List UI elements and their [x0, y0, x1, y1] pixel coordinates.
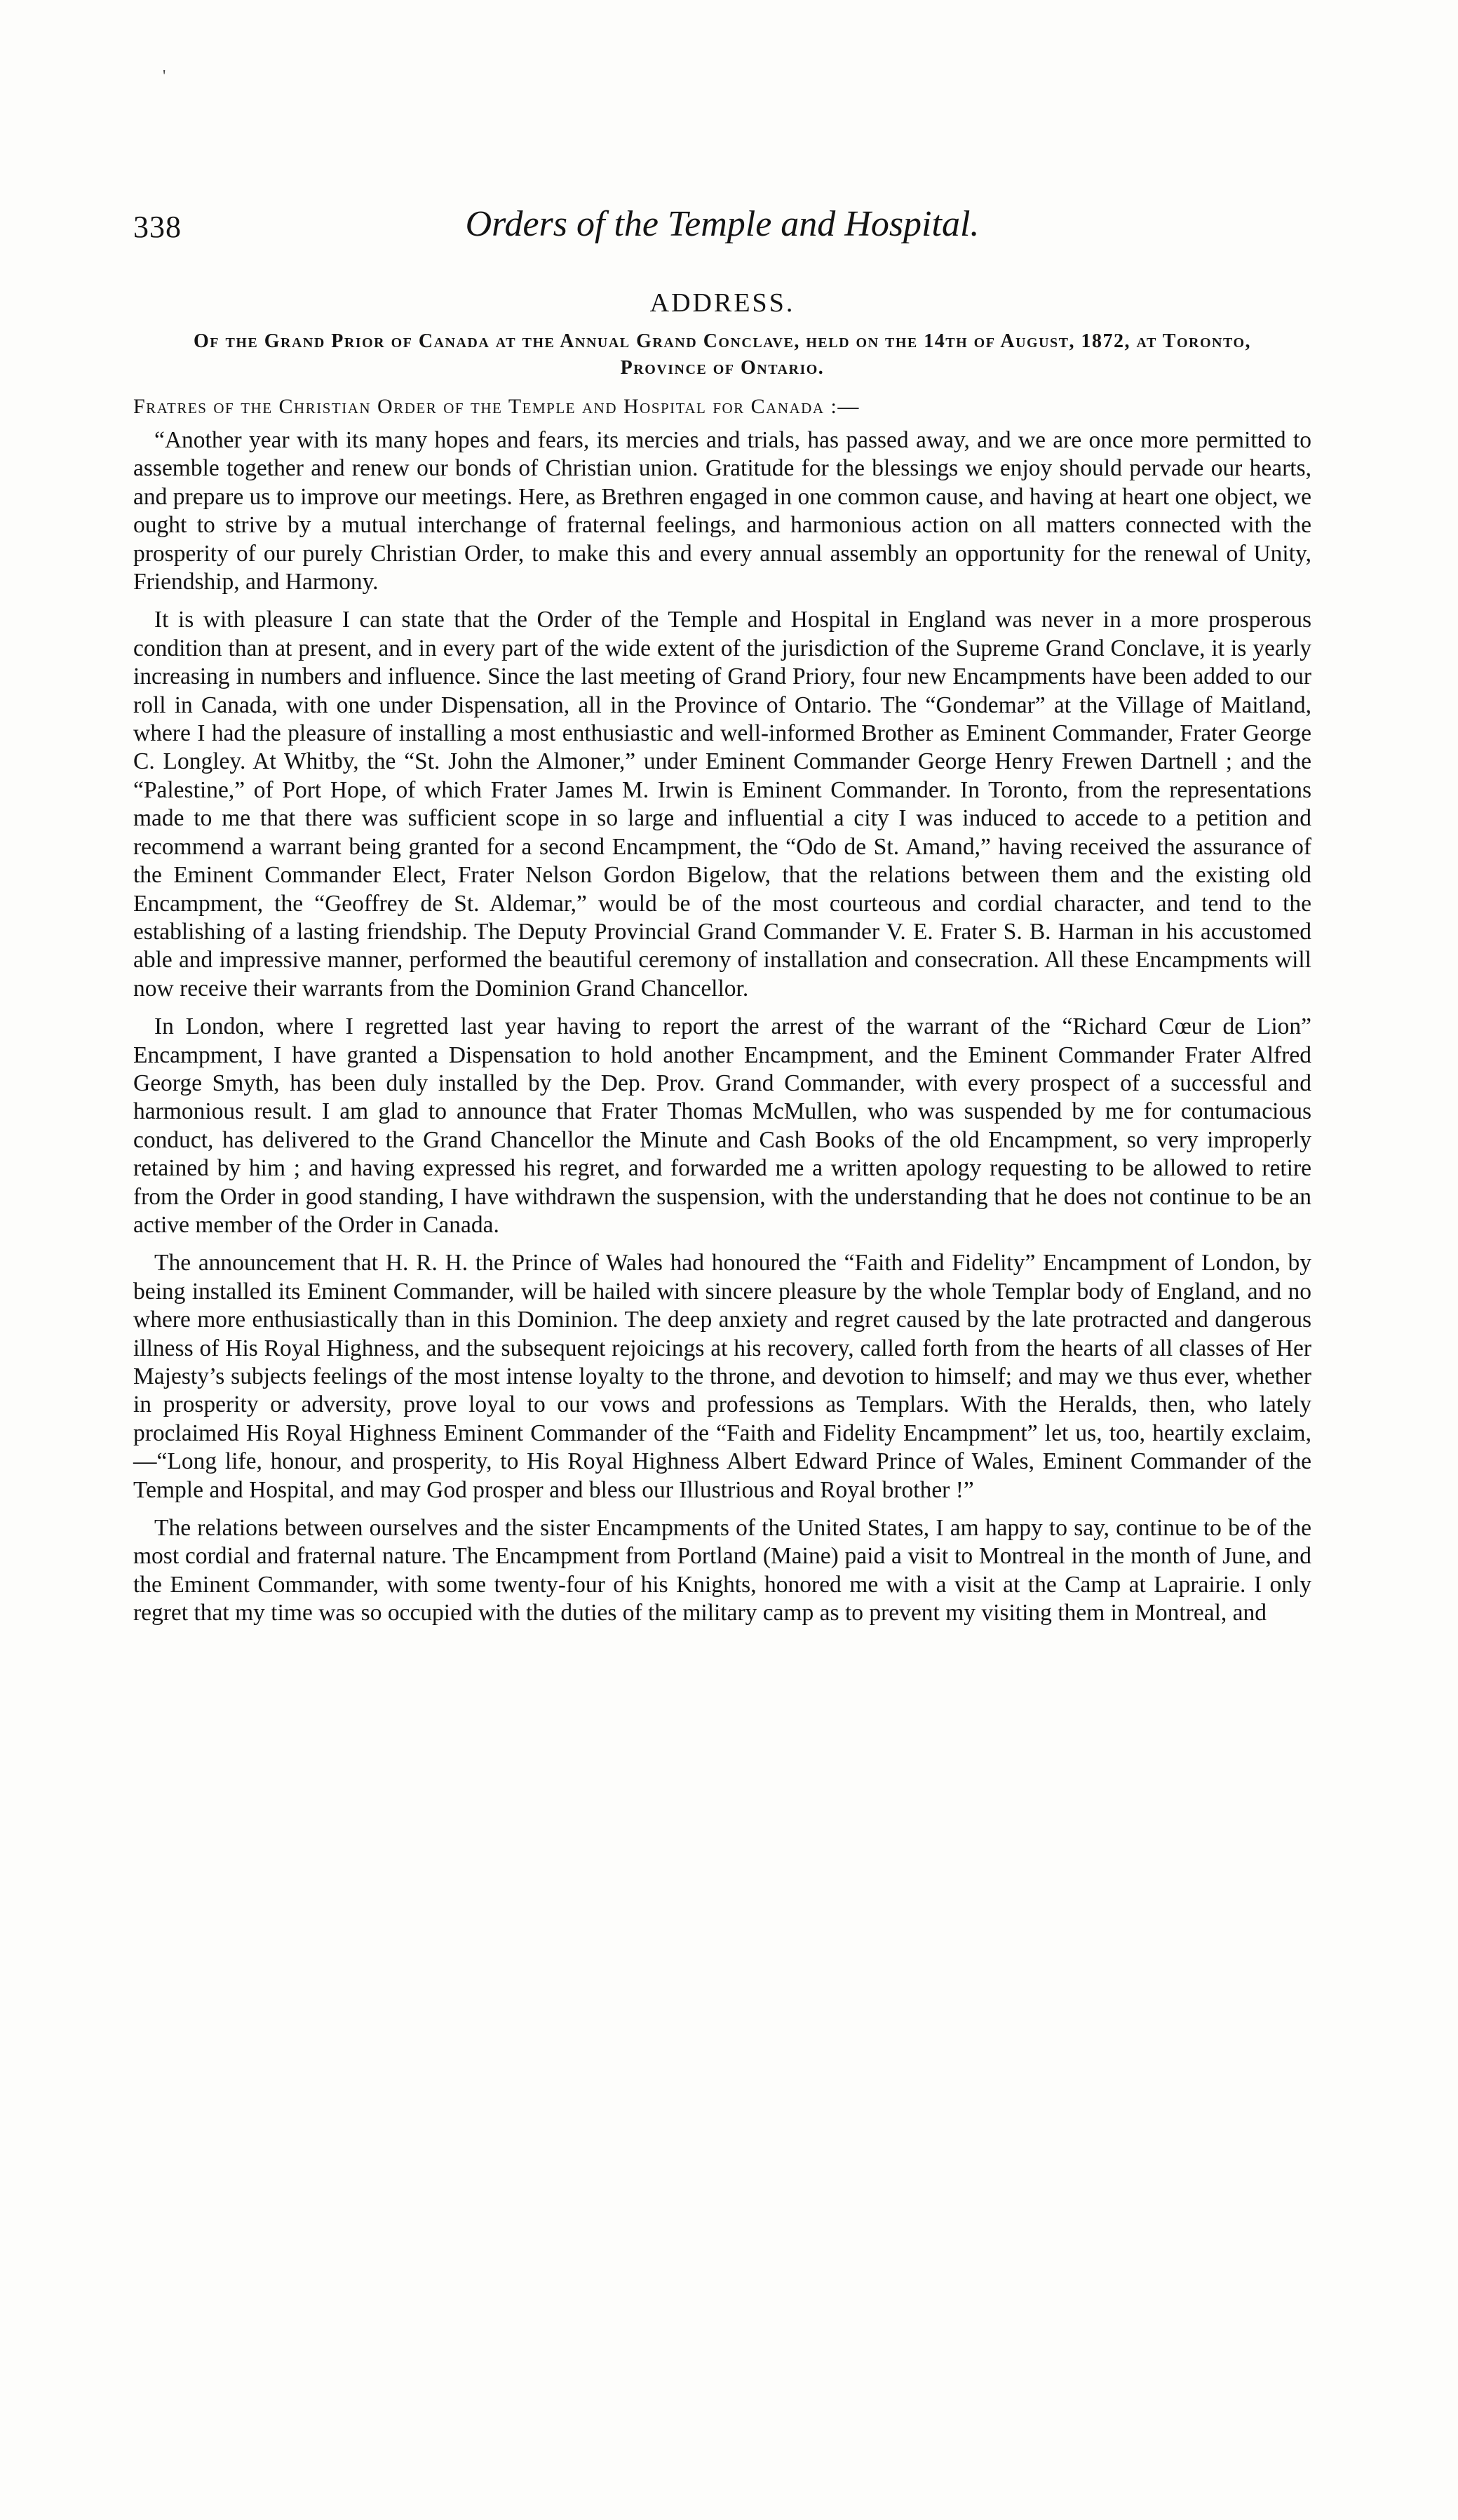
paragraph-5: The relations between ourselves and the sister Encampments of the United States, I am happy to say, continue to be of the most cordial and fraternal nature. The Encampment from Portland (Maine) paid a visit to Montreal in the month of June, and the Eminent Commander, with some twenty-four of his Knights, honored me with a visit at the Camp at Laprairie. I only regret that my time was so occupied with the duties of the military camp as to prevent my visiting them in Montreal, and [133, 1515, 1311, 1626]
paragraph-4: The announcement that H. R. H. the Prince of Wales had honoured the “Faith and Fidelity” Encampment of London, by being installed its Eminent Commander, will be hailed with sincere pleasure by the whole Templar body of England, and no where more enthusiastically than in this Dominion. The deep anxiety and regret caused by the late protracted and dangerous illness of His Royal Highness, and the subsequent rejoicings at his recovery, called forth from the hearts of all classes of Her Majesty’s subjects feelings of the most intense loyalty to the throne, and devotion to himself; and may we thus ever, whether in prosperity or adversity, prove loyal to our vows and professions as Templars. With the Heralds, then, who lately proclaimed His Royal Highness Eminent Commander of the “Faith and Fidelity Encampment” let us, too, heartily exclaim,—“Long life, honour, and prosperity, to His Royal Highness Albert Edward Prince of Wales, Eminent Commander of the Temple and Hospital, and may God prosper and bless our Illustrious and Royal brother !” [133, 1250, 1311, 1503]
salutation: Fratres of the Christian Order of the Temple and Hospital for Canada :— [133, 395, 860, 418]
address-subtitle: Of the Grand Prior of Canada at the Annual Grand Conclave, held on the 14th of August, 1872, at Toronto, Province of Ontario. [193, 330, 1252, 379]
address-title: ADDRESS. [649, 288, 795, 318]
print-speck: ' [163, 67, 166, 86]
paragraph-2: It is with pleasure I can state that the Order of the Temple and Hospital in England was never in a more prosperous condition than at present, and in every part of the wide extent of the jurisdiction of the Supreme Grand Conclave, it is yearly increasing in numbers and influence. Since the last meeting of Grand Priory, four new Encampments have been added to our roll in Canada, with one under Dispensation, all in the Province of Ontario. The “Gondemar” at the Village of Maitland, where I had the pleasure of installing a most enthusiastic and well-informed Brother as Eminent Commander, Frater George C. Longley. At Whitby, the “St. John the Almoner,” under Eminent Commander George Henry Frewen Dartnell ; and the “Palestine,” of Port Hope, of which Frater James M. Irwin is Eminent Commander. In Toronto, from the representations made to me that there was sufficient scope in so large and influential a city I was induced to accede to a petition and recommend a warrant being granted for a second Encampment, the “Odo de St. Amand,” having received the assurance of the Eminent Commander Elect, Frater Nelson Gordon Bigelow, that the relations between them and the existing old Encampment, the “Geoffrey de St. Aldemar,” would be of the most courteous and cordial character, and tend to the establishing of a lasting friendship. The Deputy Provincial Grand Commander V. E. Frater S. B. Harman in his accustomed able and impressive manner, performed the beautiful ceremony of installation and consecration. All these Encampments will now receive their warrants from the Dominion Grand Chancellor. [133, 607, 1311, 1002]
page-number: 338 [133, 210, 182, 244]
paragraph-1: “Another year with its many hopes and fears, its mercies and trials, has passed away, and we are once more permitted to assemble together and renew our bonds of Christian union. Gratitude for the blessings we enjoy should pervade our hearts, and prepare us to improve our meetings. Here, as Brethren engaged in one common cause, and having at heart one object, we ought to strive by a mutual interchange of fraternal feelings, and harmonious action on all matters connected with the prosperity of our purely Christian Order, to make this and every annual assembly an opportunity for the renewal of Unity, Friendship, and Harmony. [133, 427, 1311, 595]
running-title: Orders of the Temple and Hospital. [465, 204, 980, 244]
paragraph-3: In London, where I regretted last year having to report the arrest of the warrant of the “Richard Cœur de Lion” Encampment, I have granted a Dispensation to hold another Encampment, and the Eminent Commander Frater Alfred George Smyth, has been duly installed by the Dep. Prov. Grand Commander, with every prospect of a successful and harmonious result. I am glad to announce that Frater Thomas McMullen, who was suspended by me for contumacious conduct, has delivered to the Grand Chancellor the Minute and Cash Books of the old Encampment, so very improperly retained by him ; and having expressed his regret, and forwarded me a written apology requesting to be allowed to retire from the Order in good standing, I have withdrawn the suspension, with the understanding that he does not continue to be an active member of the Order in Canada. [133, 1013, 1311, 1238]
page-header [133, 203, 1311, 267]
document-page [133, 203, 1311, 1638]
